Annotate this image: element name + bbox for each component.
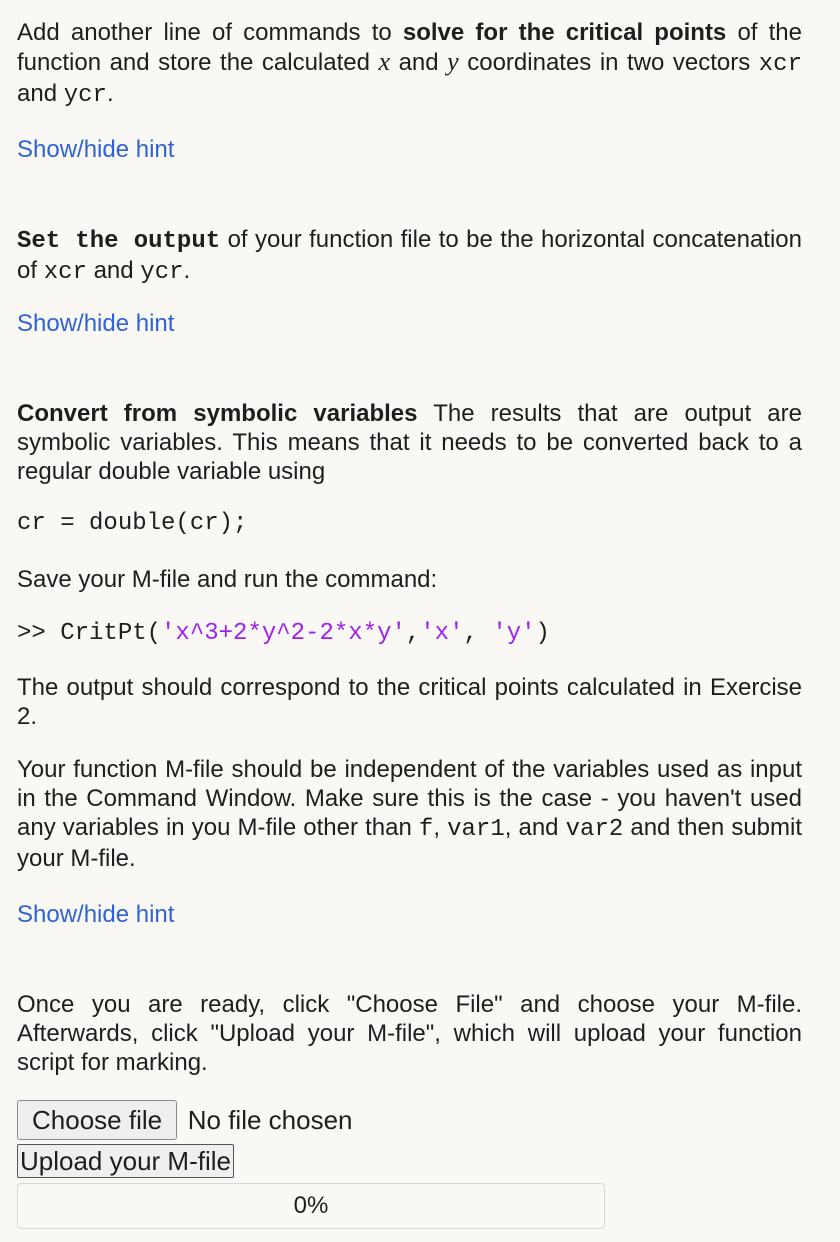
upload-m-file-button[interactable]: Upload your M-file	[17, 1144, 234, 1178]
step-convert-symbolic	[17, 399, 802, 486]
code-double-cr: cr = double(cr);	[17, 510, 248, 537]
save-text: Save your M-file and run the command:	[17, 566, 438, 593]
emphasis: Convert from symbolic variables	[17, 400, 418, 427]
emphasis: Set the output	[17, 228, 221, 255]
code-f: f	[418, 816, 434, 843]
command-critpt: >> CritPt('x^3+2*y^2-2*x*y','x', 'y')	[17, 620, 550, 647]
show-hide-hint-link-3[interactable]: Show/hide hint	[17, 901, 175, 928]
upload-progress-bar	[17, 1183, 605, 1229]
step-set-output	[17, 225, 802, 287]
code-xcr: xcr	[758, 51, 802, 78]
file-input[interactable]	[17, 1100, 802, 1140]
math-x: x	[378, 47, 391, 76]
output-text: The output should correspond to the critical points calculated in Exercise 2.	[17, 674, 802, 730]
math-y: y	[447, 47, 459, 76]
code-ycr: ycr	[63, 82, 107, 109]
code-var2: var2	[565, 816, 624, 843]
code-var1: var1	[447, 816, 505, 843]
progress-text: 0%	[293, 1192, 329, 1219]
code-xcr: xcr	[43, 259, 87, 286]
independence-text: Your function M-file should be independent of the variables used as input in the Command Window. Make sure this is the case - you haven't used any variables in you M-file other than f, var1, and var2 and then submit your M-file.	[17, 756, 803, 872]
code-ycr: ycr	[140, 259, 184, 286]
show-hide-hint-link-1[interactable]: Show/hide hint	[17, 136, 175, 163]
emphasis: solve for the critical points	[402, 19, 727, 46]
instruction-text: Convert from symbolic variables The results that are output are symbolic variables. This means that it needs to be converted back to a regular double variable using	[17, 400, 802, 485]
instruction-text: Set the output of your function file to be the horizontal concatenation of xcr and ycr.	[17, 226, 802, 286]
choose-file-button[interactable]: Choose file	[17, 1100, 177, 1140]
show-hide-hint-link-2[interactable]: Show/hide hint	[17, 310, 175, 337]
file-status: No file chosen	[187, 1105, 353, 1135]
upload-instructions: Once you are ready, click "Choose File" and choose your M-file. Afterwards, click "Upload your M-file", which will upload your function script for marking.	[17, 991, 802, 1076]
step-solve-critical-points	[17, 18, 802, 110]
instruction-text: Add another line of commands to solve for the critical points of the function and store the calculated x and y coordinates in two vectors xcr and ycr.	[17, 19, 802, 109]
